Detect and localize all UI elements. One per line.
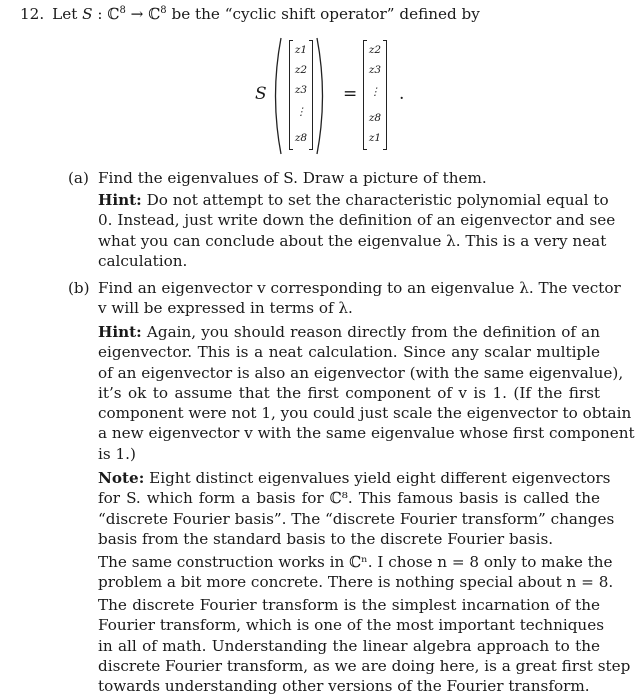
part-b-para3-line: towards understanding other versions of the Fourier transform. (98, 677, 590, 696)
input-entry: z2 (294, 64, 308, 76)
part-b-hint (98, 322, 635, 464)
problem-statement (20, 4, 480, 24)
intro-exponent: 8 (119, 5, 126, 16)
input-entry: z1 (294, 44, 308, 56)
part-b-hint-line: eigenvector. This is a neat calculation. Since any scalar multiple (98, 343, 600, 362)
left-paren-icon (269, 36, 283, 156)
output-entry: z1 (368, 132, 382, 144)
part-b-para2-line: problem a bit more concrete. There is nothing special about n = 8. (98, 573, 614, 592)
input-entry: z8 (294, 132, 308, 144)
part-b-note-line: “discrete Fourier basis”. The “discrete Fourier transform” changes (98, 509, 615, 528)
output-entry: z3 (368, 64, 382, 76)
part-a-hint-line: calculation. (98, 251, 188, 270)
part-b-paragraph-2 (98, 552, 614, 593)
part-a-hint-line: Do not attempt to set the characteristic polynomial equal to (146, 191, 609, 209)
part-b-hint-line: Again, you should reason directly from the definition of an (146, 323, 600, 341)
part-b-note-line: for S. which form a basis for ℂ⁸. This famous basis is called the (98, 489, 600, 508)
operator-symbol: S (255, 84, 267, 104)
part-a-hint (98, 190, 616, 271)
part-b-para3-line: The discrete Fourier transform is the simplest incarnation of the (98, 596, 600, 614)
part-a-hint-label: Hint: (98, 191, 142, 209)
intro-map: : ℂ (92, 5, 120, 23)
shift-equation (255, 36, 455, 156)
part-a-hint-line: what you can conclude about the eigenvalue λ. This is a very neat (98, 231, 607, 250)
part-b-body (98, 278, 621, 319)
input-entry: ⋮ (295, 106, 307, 118)
input-vector (289, 40, 313, 150)
part-b-note-line: basis from the standard basis to the discrete Fourier basis. (98, 529, 554, 548)
part-b-hint-line: is 1.) (98, 444, 136, 463)
intro-operator: S (82, 5, 93, 23)
output-entry: z8 (368, 112, 382, 124)
part-a-label: (a) (68, 169, 89, 187)
part-b-para3-line: discrete Fourier transform, as we are doing here, is a great first step (98, 656, 631, 675)
part-b-question-line: v will be expressed in terms of λ. (98, 299, 353, 318)
part-b-hint-line: component were not 1, you could just scale the eigenvector to obtain (98, 404, 632, 423)
output-vector (363, 40, 387, 150)
input-entry: z3 (294, 84, 308, 96)
intro-suffix: be the “cyclic shift operator” defined by (166, 5, 480, 23)
output-entry: ⋮ (369, 86, 381, 98)
part-b-question-line: Find an eigenvector v corresponding to an eigenvalue λ. The vector (98, 279, 621, 297)
intro-exponent-2: 8 (160, 5, 167, 16)
part-b-hint-line: it’s ok to assume that the first component of v is 1. (If the first (98, 383, 600, 402)
equation-period: . (399, 84, 405, 104)
part-a-hint-line: 0. Instead, just write down the definition of an eigenvector and see (98, 211, 616, 230)
part-a-question: Find the eigenvalues of S. Draw a picture of them. (98, 169, 487, 187)
part-b-note-line: Eight distinct eigenvalues yield eight different eigenvectors (149, 469, 611, 487)
equals-sign: = (343, 84, 358, 104)
problem-number: 12. (20, 5, 45, 23)
part-b-para2-line: The same construction works in ℂⁿ. I chose n = 8 only to make the (98, 553, 613, 571)
part-b-hint-line: of an eigenvector is also an eigenvector (with the same eigenvalue), (98, 363, 624, 382)
part-b-note (98, 468, 615, 549)
part-b-note-label: Note: (98, 469, 145, 487)
part-a-body (98, 168, 600, 188)
output-entry: z2 (368, 44, 382, 56)
part-b-para3-line: in all of math. Understanding the linear algebra approach to the (98, 636, 600, 655)
part-b-label: (b) (68, 279, 90, 297)
right-paren-icon (315, 36, 329, 156)
part-b-para3-line: Fourier transform, which is one of the most important techniques (98, 616, 604, 635)
intro-arrow: → ℂ (125, 5, 161, 23)
part-b-hint-line: a new eigenvector v with the same eigenvalue whose first component (98, 424, 635, 443)
intro-prefix: Let (52, 5, 83, 23)
part-b-paragraph-3 (98, 595, 631, 696)
part-b-hint-label: Hint: (98, 323, 142, 341)
